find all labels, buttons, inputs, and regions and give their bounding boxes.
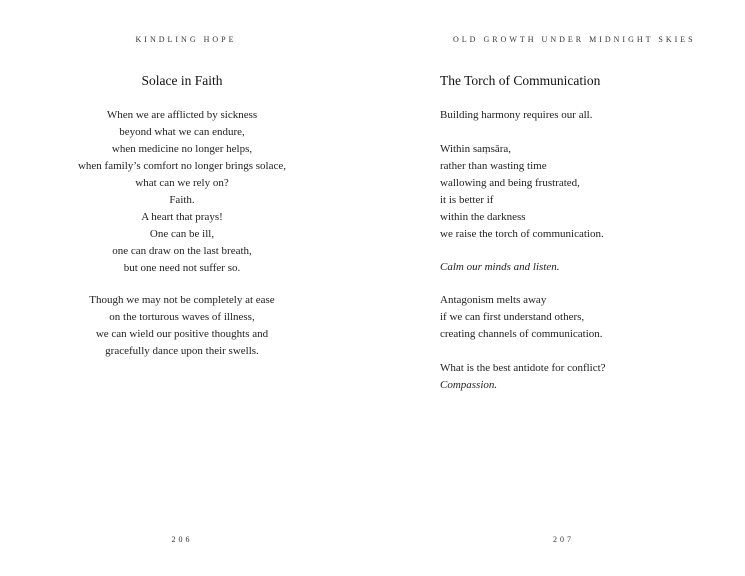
poem-line: Faith.	[169, 194, 195, 206]
poem-line: within the darkness	[440, 211, 526, 223]
poem-line: A heart that prays!	[141, 211, 223, 223]
left-page	[0, 0, 372, 576]
left-stanza-2	[0, 292, 364, 360]
right-stanza-4	[440, 292, 730, 343]
poem-line: it is better if	[440, 194, 494, 206]
poem-line: beyond what we can endure,	[119, 126, 245, 138]
poem-line: One can be ill,	[149, 228, 215, 240]
poem-title-left: Solace in Faith	[141, 73, 223, 88]
poem-line: on the torturous waves of illness,	[109, 311, 255, 323]
poem-title-right: The Torch of Communication	[440, 73, 601, 88]
poem-line: what can we rely on?	[135, 177, 229, 189]
poem-line: we raise the torch of communication.	[440, 228, 604, 240]
poem-line: when medicine no longer helps,	[111, 143, 253, 155]
right-stanza-1	[440, 107, 730, 124]
poem-line: Building harmony requires our all.	[440, 109, 593, 121]
poem-line: one can draw on the last breath,	[112, 245, 252, 257]
right-stanza-3	[440, 259, 730, 276]
poem-line-italic: Compassion.	[440, 379, 498, 391]
poem-line: gracefully dance upon their swells.	[105, 345, 259, 357]
poem-line: rather than wasting time	[440, 160, 547, 172]
poem-line: Though we may not be completely at ease	[89, 294, 275, 306]
page-number-right: 207	[553, 535, 574, 544]
running-head-right: OLD GROWTH UNDER MIDNIGHT SKIES	[453, 35, 696, 44]
poem-line-italic: Calm our minds and listen.	[440, 261, 560, 273]
poem-line: Antagonism melts away	[440, 294, 547, 306]
right-stanza-5	[440, 360, 730, 394]
page-number-left: 206	[171, 535, 193, 544]
running-head-left: KINDLING HOPE	[135, 35, 237, 44]
poem-line: we can wield our positive thoughts and	[95, 328, 269, 340]
right-page	[373, 0, 745, 576]
poem-line: When we are afflicted by sickness	[106, 109, 258, 121]
left-stanza-1	[0, 107, 364, 277]
poem-line: but one need not suffer so.	[123, 262, 241, 274]
poem-line: when family’s comfort no longer brings solace,	[77, 160, 287, 172]
poem-line: Within saṃsāra,	[440, 143, 512, 155]
poem-line: if we can first understand others,	[440, 311, 585, 323]
poem-line: wallowing and being frustrated,	[440, 177, 580, 189]
right-stanza-2	[440, 141, 730, 243]
poem-line: creating channels of communication.	[440, 328, 603, 340]
poem-line: What is the best antidote for conflict?	[440, 362, 606, 374]
